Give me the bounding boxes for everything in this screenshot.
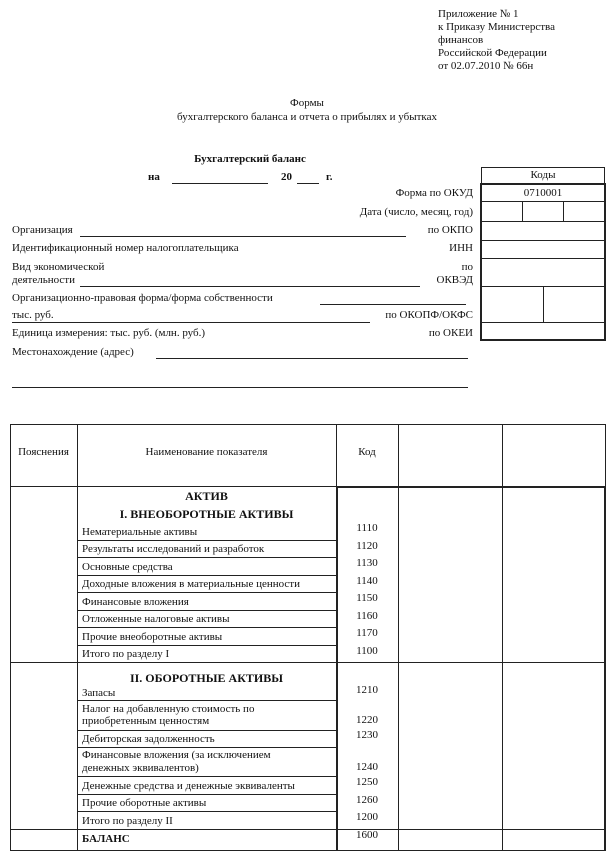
- balance-year-suffix: г.: [326, 171, 333, 183]
- row-code: 1210: [356, 684, 378, 696]
- row-code: 1230: [356, 729, 378, 741]
- inn-label: ИНН: [449, 242, 473, 254]
- row-name-total: БАЛАНС: [82, 833, 130, 845]
- row-name-cont: денежных эквивалентов): [82, 762, 199, 774]
- activity-label-2: деятельности: [12, 274, 75, 286]
- row-code: 1200: [356, 811, 378, 823]
- appendix-line: финансов: [438, 34, 484, 46]
- okei-label: по ОКЕИ: [428, 327, 473, 339]
- row-code: 1240: [356, 761, 378, 773]
- col-name-header: Наименование показателя: [145, 446, 268, 458]
- row-code: 1150: [356, 592, 378, 604]
- row-name: Прочие оборотные активы: [82, 797, 207, 809]
- okved-label-1: по: [461, 261, 473, 273]
- row-name: Дебиторская задолженность: [82, 733, 215, 745]
- row-name: Финансовые вложения: [82, 596, 189, 608]
- row-name: Отложенные налоговые активы: [82, 613, 230, 625]
- row-name: Налог на добавленную стоимость по: [82, 703, 255, 715]
- address-input-line[interactable]: [156, 358, 468, 359]
- row-name-cont: приобретенным ценностям: [82, 715, 210, 727]
- row-code-total: 1600: [356, 829, 378, 841]
- balance-date-prefix: на: [148, 171, 160, 183]
- appendix-block: [438, 8, 555, 73]
- forms-title: Формы: [290, 97, 324, 109]
- forms-subtitle: бухгалтерского баланса и отчета о прибылях и убытках: [177, 111, 437, 123]
- row-code: 1120: [356, 540, 378, 552]
- row-name: Запасы: [82, 687, 116, 699]
- row-code: 1220: [356, 714, 378, 726]
- date-underline[interactable]: [172, 183, 268, 184]
- appendix-line: от 02.07.2010 № 66н: [438, 60, 534, 72]
- row-code: 1170: [356, 627, 378, 639]
- row-code: 1160: [356, 610, 378, 622]
- balance-year: 20: [281, 171, 292, 183]
- activity-input-line[interactable]: [80, 286, 420, 287]
- inn-desc: Идентификационный номер налогоплательщика: [12, 242, 239, 254]
- org-label: Организация: [12, 224, 73, 236]
- okved-label-2: ОКВЭД: [436, 274, 473, 286]
- row-code: 1130: [356, 557, 378, 569]
- legal-form-input-line[interactable]: [320, 304, 466, 305]
- row-name: Доходные вложения в материальные ценности: [82, 578, 300, 590]
- row-name: Денежные средства и денежные эквиваленты: [82, 780, 295, 792]
- section-active: АКТИВ: [185, 489, 228, 503]
- row-code: 1250: [356, 776, 378, 788]
- row-name: Финансовые вложения (за исключением: [82, 749, 271, 761]
- row-name: Итого по разделу II: [82, 815, 173, 827]
- okud-value: 0710001: [523, 187, 563, 199]
- date-label: Дата (число, месяц, год): [359, 206, 473, 218]
- unit-label: Единица измерения: тыс. руб. (млн. руб.): [12, 327, 206, 339]
- activity-label-1: Вид экономической: [12, 261, 105, 273]
- appendix-line: Приложение № 1: [438, 8, 519, 20]
- org-input-line[interactable]: [80, 236, 406, 237]
- okpo-label: по ОКПО: [427, 224, 473, 236]
- row-name: Прочие внеоборотные активы: [82, 631, 223, 643]
- okopf-label: по ОКОПФ/ОКФС: [385, 309, 473, 321]
- row-code: 1140: [356, 575, 378, 587]
- legal-form-label-2: тыс. руб.: [12, 309, 54, 321]
- section1-title: I. ВНЕОБОРОТНЫЕ АКТИВЫ: [119, 507, 294, 521]
- section2-title: II. ОБОРОТНЫЕ АКТИВЫ: [129, 671, 284, 685]
- row-name: Нематериальные активы: [82, 526, 198, 538]
- row-code: 1110: [356, 522, 378, 534]
- address-input-line-2[interactable]: [12, 387, 468, 388]
- year-underline[interactable]: [297, 183, 319, 184]
- row-code: 1100: [356, 645, 378, 657]
- row-name: Итого по разделу I: [82, 648, 170, 660]
- address-label: Местонахождение (адрес): [12, 346, 134, 358]
- legal-form-label: Организационно-правовая форма/форма собственности: [12, 292, 273, 304]
- row-code: 1260: [356, 794, 378, 806]
- balance-title: Бухгалтерский баланс: [194, 153, 306, 165]
- appendix-line: Российской Федерации: [438, 47, 547, 59]
- codes-header: Коды: [530, 169, 556, 181]
- appendix-line: к Приказу Министерства: [438, 21, 555, 33]
- okud-label: Форма по ОКУД: [395, 187, 473, 199]
- legal-form-input-line-2[interactable]: [12, 322, 370, 323]
- col-notes-header: Пояснения: [18, 446, 69, 458]
- col-code-header: Код: [358, 446, 376, 458]
- row-name: Результаты исследований и разработок: [82, 543, 265, 555]
- row-name: Основные средства: [82, 561, 173, 573]
